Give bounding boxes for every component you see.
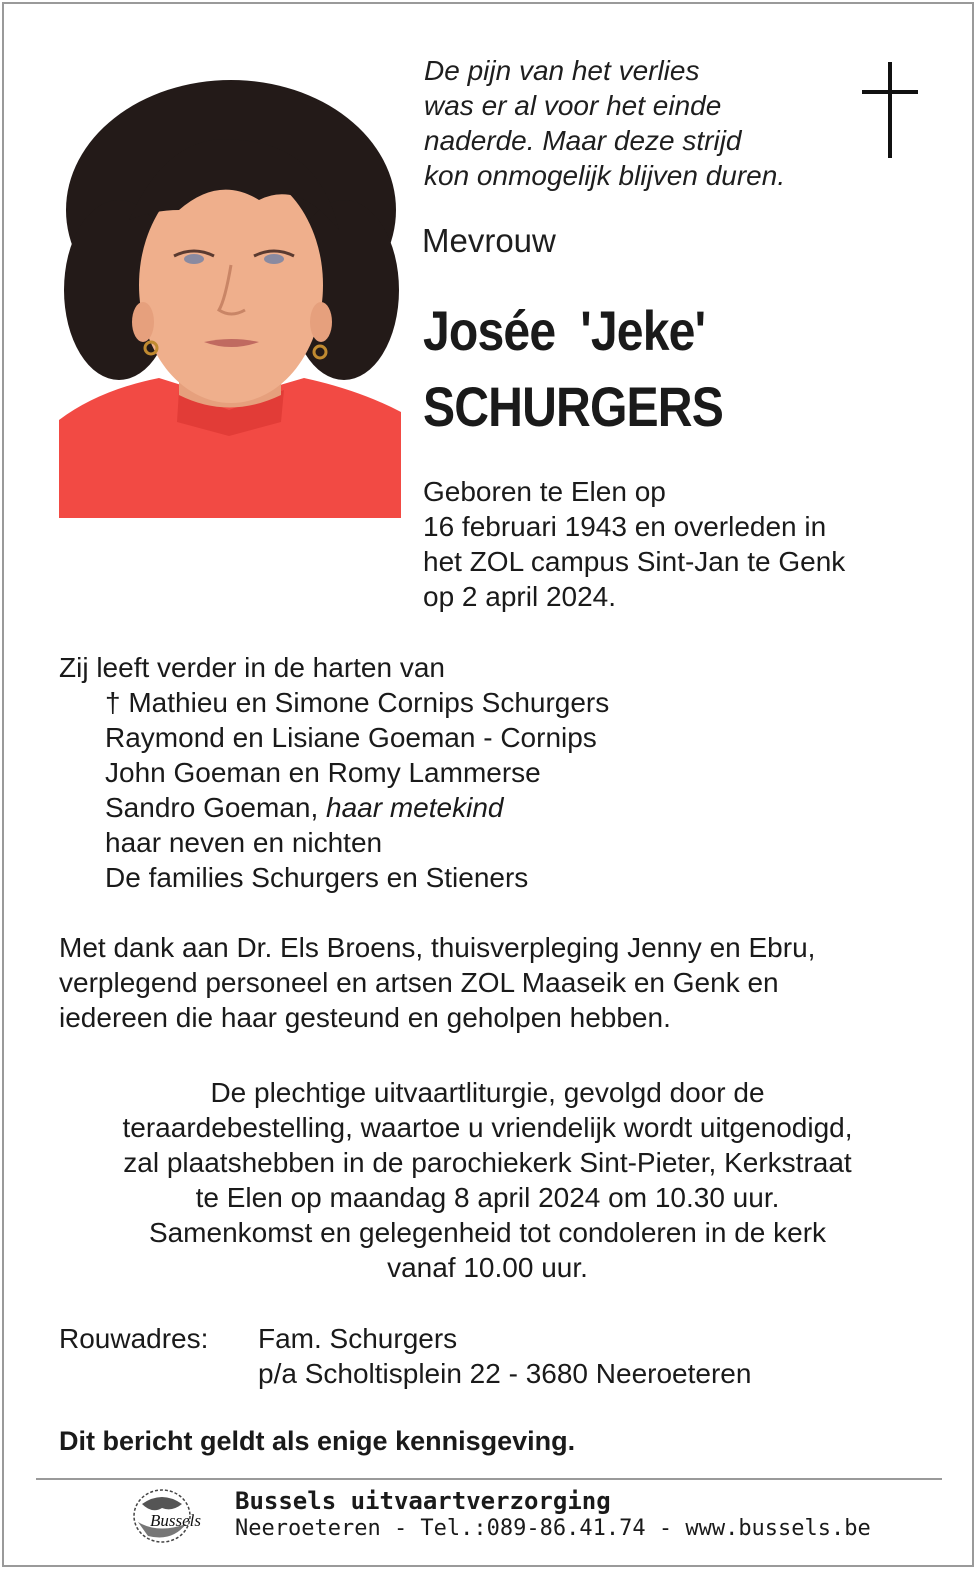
service-line: te Elen op maandag 8 april 2024 om 10.30 uur.: [195, 1182, 780, 1213]
mourning-address: [258, 1321, 751, 1391]
info-line: op 2 april 2024.: [423, 581, 617, 612]
info-line: Geboren te Elen op: [423, 476, 666, 507]
poem-line: was er al voor het einde: [424, 90, 722, 121]
family-intro: Zij leeft verder in de harten van: [59, 652, 445, 683]
thanks-line: verplegend personeel en artsen ZOL Maaseik en Genk en: [59, 967, 779, 998]
logo-text: Bussels: [150, 1511, 201, 1530]
family-member: John Goeman en Romy Lammerse: [105, 757, 541, 788]
family-member-role: haar metekind: [326, 792, 504, 823]
notice-statement: Dit bericht geldt als enige kennisgeving.: [59, 1426, 576, 1456]
service-line: zal plaatshebben in de parochiekerk Sint-Pieter, Kerkstraat: [123, 1147, 852, 1178]
address-label: Rouwadres:: [59, 1323, 209, 1354]
company-name: Bussels uitvaartverzorging: [235, 1487, 611, 1515]
deceased-name: Josée 'Jeke': [423, 299, 706, 362]
family-member: haar neven en nichten: [105, 827, 383, 858]
company-contact: Neeroeteren - Tel.:089-86.41.74 - www.bussels.be: [235, 1516, 871, 1541]
birth-death-info: [423, 474, 845, 614]
deceased-surname: SCHURGERS: [423, 375, 723, 438]
cross-icon: [862, 62, 918, 158]
family-member: De families Schurgers en Stieners: [105, 862, 529, 893]
thanks-line: iedereen die haar gesteund en geholpen hebben.: [59, 1002, 671, 1033]
footer-divider: [36, 1478, 942, 1480]
poem-line: De pijn van het verlies: [424, 55, 700, 86]
poem-line: naderde. Maar deze strijd: [424, 125, 742, 156]
service-line: vanaf 10.00 uur.: [387, 1252, 588, 1283]
family-member-name: Sandro Goeman,: [105, 792, 319, 823]
service-line: Samenkomst en gelegenheid tot condoleren in de kerk: [148, 1217, 827, 1248]
thanks-paragraph: [59, 930, 929, 1035]
bussels-logo: [128, 1486, 224, 1548]
poem: [424, 53, 785, 193]
address-line: p/a Scholtisplein 22 - 3680 Neeroeteren: [258, 1358, 752, 1389]
family-member: [59, 790, 609, 825]
service-paragraph: [40, 1075, 935, 1285]
portrait-photo: [59, 60, 401, 518]
family-member: Raymond en Lisiane Goeman - Cornips: [105, 722, 597, 753]
thanks-line: Met dank aan Dr. Els Broens, thuisverpleging Jenny en Ebru,: [59, 932, 816, 963]
family-list: [59, 650, 609, 895]
poem-line: kon onmogelijk blijven duren.: [424, 160, 786, 191]
family-member: † Mathieu en Simone Cornips Schurgers: [105, 687, 610, 718]
service-line: De plechtige uitvaartliturgie, gevolgd door de: [210, 1077, 765, 1108]
address-line: Fam. Schurgers: [258, 1323, 458, 1354]
service-line: teraardebestelling, waartoe u vriendelijk wordt uitgenodigd,: [122, 1112, 853, 1143]
salutation: Mevrouw: [422, 222, 556, 259]
info-line: 16 februari 1943 en overleden in: [423, 511, 827, 542]
info-line: het ZOL campus Sint-Jan te Genk: [423, 546, 846, 577]
